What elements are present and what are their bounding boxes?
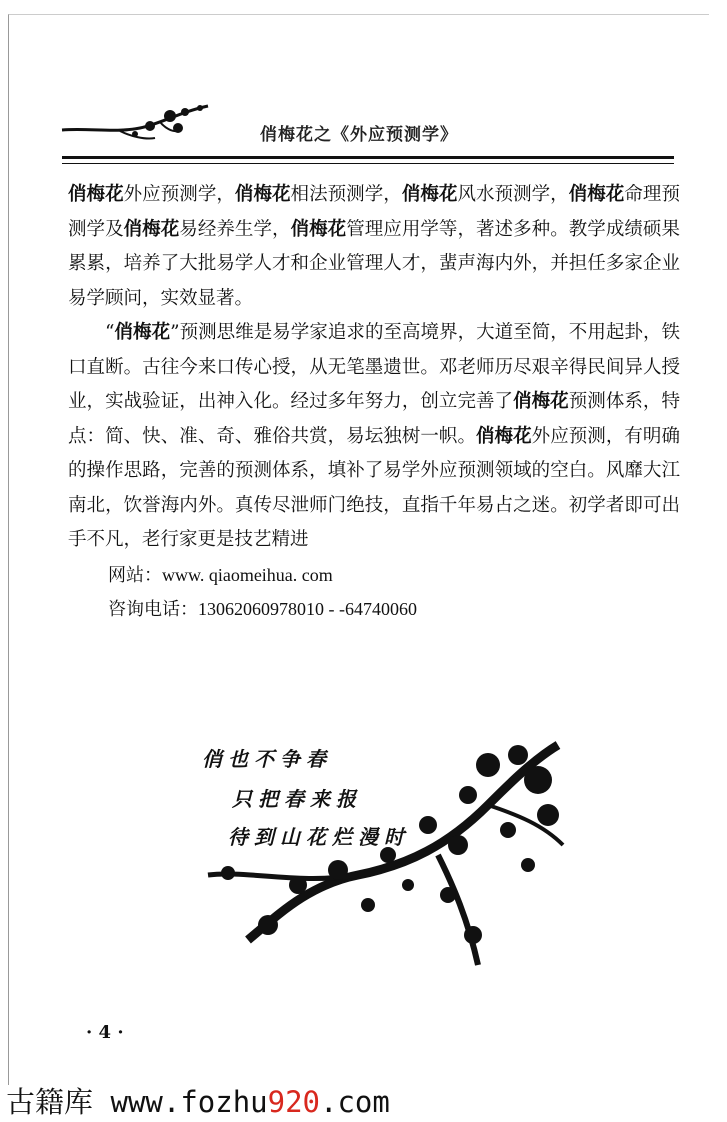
brand-name: 俏梅花 (114, 322, 171, 343)
page-header (60, 98, 675, 178)
brand-name: 俏梅花 (476, 425, 532, 447)
watermark-url-prefix: www.fozhu (110, 1085, 268, 1119)
brand-name: 俏梅花 (234, 184, 291, 205)
watermark-url-suffix: .com (320, 1085, 390, 1119)
text-run: 预测体系，特点：简、快、准、奇、雅俗共赏，易坛独树一帜。 (68, 391, 680, 447)
text-run: 易经养生学， (179, 218, 291, 240)
plum-blossom-illustration (188, 735, 568, 975)
brand-name: 俏梅花 (68, 184, 124, 205)
text-run: 外应预测学， (123, 184, 235, 205)
watermark-url-number: 920 (267, 1085, 321, 1119)
text-run: 外应预测，有明确的操作思路，完善的预测体系，填补了易学外应预测领域的空白。风靡大江南北，饮誉海内外。真传尽泄师门绝技，直指千年易占之迷。初学者即可出手不凡，老行家更是技艺精进 (68, 425, 680, 550)
watermark-site-name: 古籍库 (6, 1085, 94, 1119)
header-rule (62, 156, 674, 159)
brand-name: 俏梅花 (123, 218, 180, 240)
poem-line-2: 只把春来报 (232, 787, 362, 811)
brand-name: 俏梅花 (513, 391, 569, 412)
running-title: 俏梅花之《外应预测学》 (260, 125, 458, 145)
text-run: 管理应用学等，著述多种。教学成绩硕果累累，培养了大批易学人才和企业管理人才，蜚声海内外，并担任多家企业易学顾问，实效显著。 (68, 218, 680, 309)
main-text (68, 178, 680, 626)
brand-name: 俏梅花 (290, 218, 347, 240)
brand-name: 俏梅花 (568, 184, 625, 205)
text-run: “ (105, 322, 115, 343)
text-run: 风水预测学， (457, 184, 569, 205)
text-run: 命理预测学及 (68, 184, 680, 240)
plum-branch-icon (60, 98, 210, 148)
phone-line: 咨询电话：13062060978010 - -64740060 (108, 598, 417, 619)
text-run: 相法预测学， (290, 184, 402, 205)
text-run: ”预测思维是易学家追求的至高境界，大道至简，不用起卦，铁口直断。古往今来口传心授，从无笔墨遗世。邓老师历尽艰辛得民间异人授业，实战验证，出神入化。经过多年努力，创立完善了 (68, 322, 680, 412)
brand-name: 俏梅花 (401, 184, 458, 205)
poem-line-1: 俏也不争春 (202, 747, 332, 771)
paragraph-1 (68, 178, 680, 316)
poem-line-3: 待到山花烂漫时 (228, 825, 410, 849)
page-number: · 4 · (86, 1022, 124, 1043)
website-line: 网站：www. qiaomeihua. com (108, 564, 333, 585)
paragraph-2 (68, 316, 680, 558)
header-rule-thin (62, 163, 674, 164)
site-watermark (6, 1080, 390, 1121)
